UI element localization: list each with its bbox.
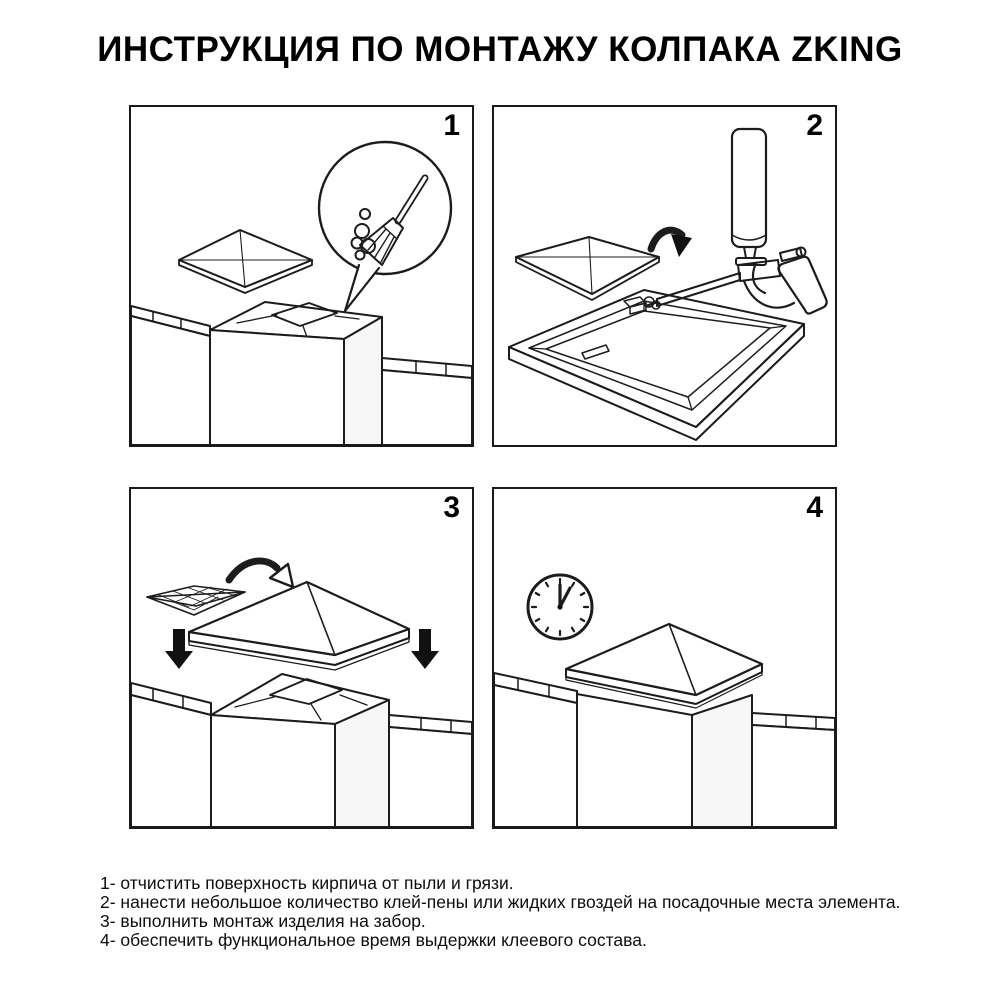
brick-pillar-open-top	[211, 674, 389, 827]
page-title: ИНСТРУКЦИЯ ПО МОНТАЖУ КОЛПАКА ZKING	[97, 30, 903, 69]
right-brick-wall	[752, 713, 835, 827]
brick-pillar	[577, 694, 752, 827]
instruction-line-2: 2- нанести небольшое количество клей-пены или жидких гвоздей на посадочные места элемента.	[100, 892, 901, 912]
flip-arrow-icon	[651, 230, 692, 257]
instruction-line-4: 4- обеспечить функциональное время выдержки клеевого состава.	[100, 930, 647, 950]
panel-step-4	[492, 487, 837, 829]
panel-step-2	[492, 105, 837, 447]
panel-number: 1	[443, 109, 460, 142]
gun-grip	[778, 257, 826, 314]
right-brick-wall	[382, 358, 472, 445]
panel-step-1	[129, 105, 474, 447]
pillar-cap	[179, 230, 312, 293]
panel-number: 2	[806, 109, 823, 142]
step-4-illustration	[494, 489, 835, 827]
step-3-illustration	[131, 489, 472, 827]
pillar-cap-small	[516, 237, 659, 300]
foam-gun	[646, 129, 827, 314]
adhesive-tray	[509, 290, 804, 440]
panel-step-3	[129, 487, 474, 829]
instruction-line-3: 3- выполнить монтаж изделия на забор.	[100, 911, 426, 931]
left-brick-wall	[131, 306, 210, 445]
panel-number: 4	[806, 491, 823, 524]
pillar-cap-mounted	[566, 624, 762, 708]
instruction-list	[100, 874, 900, 950]
instruction-line-1: 1- отчистить поверхность кирпича от пыли и грязи.	[100, 873, 514, 893]
foam-canister	[732, 129, 766, 247]
down-arrow-icon	[411, 629, 439, 669]
trigger-guard	[744, 281, 794, 308]
broom-icon	[352, 178, 426, 265]
flip-arrow-icon	[229, 561, 293, 587]
inverted-cap-small	[147, 586, 245, 615]
step-1-illustration	[131, 107, 472, 445]
brick-pillar-open-top	[210, 302, 382, 445]
panel-number: 3	[443, 491, 460, 524]
left-brick-wall	[131, 683, 211, 827]
pillar-cap	[189, 582, 409, 670]
magnifier-bubble	[319, 142, 451, 311]
clock-icon	[528, 575, 592, 639]
left-brick-wall	[494, 673, 577, 827]
step-2-illustration	[494, 107, 835, 445]
right-brick-wall	[389, 715, 472, 827]
